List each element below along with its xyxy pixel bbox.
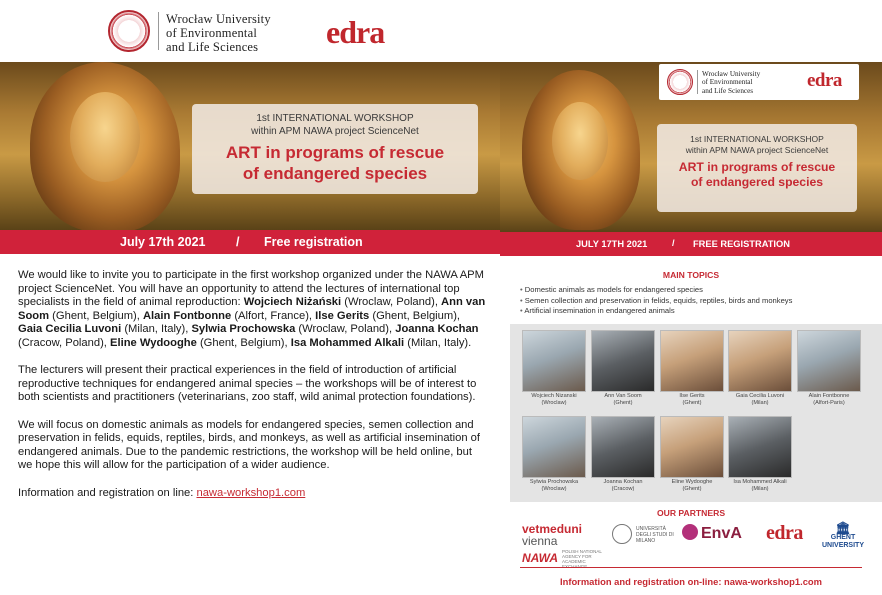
poster-title-card — [657, 124, 857, 212]
topics-paragraph: We will focus on domestic animals as models for endangered species, semen collection and preservation in felids, equids, reptiles, birds, and monkeys, as well as artificial insemination of endangered animals. Due to the pandemic restrictions, the workshop will be held online, but we hope this will allow for the participation of a wider audience. — [18, 418, 481, 472]
registration-label: Free registration — [264, 235, 363, 249]
nawa-text: NAWA — [522, 551, 558, 566]
university-seal-logo — [108, 10, 150, 52]
lecturer-place: (Milan, Italy), — [121, 323, 192, 336]
university-name — [166, 12, 316, 54]
lecturer-name: Ann van Soom — [18, 296, 486, 322]
university-name-line: and Life Sciences — [166, 40, 259, 54]
lecturer-place: (Wroclaw, Poland), — [295, 323, 396, 336]
ghent-text: UNIVERSITY — [821, 542, 864, 549]
header-divider — [697, 70, 698, 94]
speaker-name: Ilse Gerits — [679, 393, 705, 399]
university-name — [702, 70, 802, 95]
speaker-name: Alain Fontbonne — [808, 393, 850, 399]
university-name-line: of Environmental — [166, 26, 258, 40]
nawa-subtitle: POLISH NATIONAL AGENCY FOR ACADEMIC — [562, 549, 602, 564]
milano-text: UNIVERSITÀ DEGLI STUDI DI MILANO — [636, 526, 674, 544]
main-topics-heading: MAIN TOPICS — [662, 270, 720, 280]
lecturer-place: (Ghent, Belgium), — [196, 336, 291, 349]
edra-logo: edra — [807, 70, 842, 91]
university-name-line: Wrocław University — [702, 70, 761, 78]
lecturer-place: (Wroclaw, Poland), — [341, 296, 442, 309]
registration-link[interactable]: nawa-workshop1.com — [196, 486, 306, 499]
speaker-photo — [728, 416, 792, 478]
speaker-card — [797, 330, 861, 406]
speaker-city: (Cracow) — [611, 485, 635, 492]
speaker-name: Wojciech Nizanski — [531, 393, 577, 399]
vetmeduni-city: vienna — [522, 534, 558, 548]
poster-header — [659, 64, 859, 100]
lecturer-place: (Milan, Italy). — [404, 336, 472, 349]
registration-label: FREE REGISTRATION — [693, 239, 790, 249]
speaker-name: Sylwia Prochowska — [529, 479, 579, 485]
workshop-poster — [500, 62, 882, 595]
lecturer-place: (Ghent, Belgium), — [369, 309, 461, 322]
speaker-name: Joanna Kochan — [603, 479, 643, 485]
speaker-photo — [797, 330, 861, 392]
speaker-photo — [660, 330, 724, 392]
lecturer-place: (Ghent, Belgium), — [49, 309, 143, 322]
speaker-photo — [660, 416, 724, 478]
speaker-photo — [728, 330, 792, 392]
ghent-building-icon: 🏛 — [835, 521, 851, 535]
lecturer-name: Eline Wydooghe — [110, 336, 197, 349]
poster-registration-info: Information and registration on-line: nawa-workshop1.com — [559, 576, 822, 587]
speaker-name: Isa Mohammed Alkali — [733, 479, 787, 485]
nawa-logo — [522, 549, 602, 569]
speaker-card — [728, 330, 792, 406]
ghent-text: GHENT — [830, 534, 856, 541]
speaker-card — [728, 416, 792, 492]
edra-partner-logo: edra — [766, 522, 803, 544]
speaker-card — [522, 416, 586, 492]
topic-item: • Semen collection and preservation in felids, equids, reptiles, birds and monkeys — [520, 296, 870, 307]
partners-heading: OUR PARTNERS — [656, 508, 726, 518]
lecturer-name: Ilse Gerits — [315, 309, 370, 322]
speaker-city: (Milan) — [751, 399, 769, 406]
speaker-city: (Ghent) — [613, 399, 633, 406]
speaker-city: (Wroclaw) — [541, 399, 567, 406]
speakers-panel — [510, 324, 882, 502]
enva-mark-icon — [682, 524, 698, 540]
lecturer-name: Joanna Kochan — [395, 323, 479, 336]
poster-date-bar — [500, 232, 882, 256]
registration-info — [18, 487, 486, 501]
enva-text: EnvA — [701, 525, 742, 542]
invitation-paragraph — [18, 269, 486, 351]
speaker-card — [522, 330, 586, 406]
speaker-city: (Ghent) — [682, 399, 702, 406]
speaker-photo — [591, 416, 655, 478]
workshop-subtitle: 1st INTERNATIONAL WORKSHOP — [690, 134, 824, 144]
topic-item: • Domestic animals as models for endangered species — [520, 285, 870, 296]
vetmeduni-text: vetmeduni — [522, 522, 583, 536]
lecturer-name: Isa Mohammed Alkali — [290, 336, 405, 349]
lion-face — [552, 102, 608, 180]
speaker-name: Ann Van Soom — [604, 393, 642, 399]
edra-logo: edra — [326, 14, 385, 50]
workshop-title: ART in programs of rescue — [225, 143, 445, 162]
date-bar — [0, 230, 500, 254]
lion-face — [70, 92, 140, 182]
speaker-photo — [522, 416, 586, 478]
workshop-project: within APM NAWA project ScienceNet — [251, 126, 419, 137]
speaker-city: (Milan) — [751, 485, 769, 492]
topic-item: • Artificial insemination in endangered animals — [520, 306, 870, 317]
workshop-title: of endangered species — [242, 164, 428, 183]
lecturer-name: Gaia Cecilia Luvoni — [18, 323, 122, 336]
lecturer-place: (Cracow, Poland), — [18, 336, 111, 349]
separator: / — [236, 235, 240, 249]
speaker-city: (Wroclaw) — [541, 485, 567, 492]
workshop-date: July 17th 2021 — [120, 235, 206, 249]
invitation-text — [18, 269, 486, 514]
ghent-university-logo — [820, 522, 866, 550]
speaker-card — [591, 330, 655, 406]
intro-text: We would like to invite you to participate in the first workshop organized under the NAWA APM project ScienceNet. You will have an opportunity to attend the lectures of international top specialists in the field of animal reproduction: — [18, 269, 484, 309]
enva-logo — [682, 524, 742, 543]
speaker-card — [660, 416, 724, 492]
main-topics-list — [520, 285, 870, 317]
lion-banner — [0, 62, 500, 230]
milano-university-logo — [612, 524, 674, 548]
university-name-line: of Environmental — [702, 78, 753, 87]
top-header — [0, 0, 500, 62]
footer-divider — [520, 567, 862, 568]
lecturer-place: (Alfort, France), — [231, 309, 316, 322]
lecturer-name: Sylwia Prochowska — [191, 323, 296, 336]
speaker-photo — [591, 330, 655, 392]
header-divider — [158, 12, 159, 50]
workshop-subtitle: 1st INTERNATIONAL WORKSHOP — [256, 113, 414, 124]
university-name-line: Wrocław University — [166, 12, 271, 26]
lecture-description-paragraph: The lecturers will present their practical experiences in the field of introduction of artificial reproductive techniques for endangered animal species – the workshops will be of interest to both scientists and practitioners (veterinarians, zoo staff, wild animal protection foundations). — [18, 364, 477, 404]
speaker-city: (Ghent) — [682, 485, 702, 492]
poster-banner — [500, 62, 882, 232]
speaker-name: Eline Wydooghe — [671, 479, 713, 485]
vetmeduni-logo — [522, 523, 582, 547]
speaker-photo — [522, 330, 586, 392]
workshop-title: ART in programs of rescue — [678, 160, 836, 174]
milano-seal-icon — [612, 524, 632, 544]
registration-prefix: Information and registration on line: — [18, 486, 197, 499]
speaker-city: (Alfort-Paris) — [813, 399, 845, 406]
workshop-title: of endangered species — [690, 175, 824, 189]
workshop-date: JULY 17TH 2021 — [576, 239, 648, 249]
lecturer-name: Alain Fontbonne — [142, 309, 232, 322]
university-name-line: and Life Sciences — [702, 86, 754, 95]
speaker-card — [660, 330, 724, 406]
university-seal-logo — [667, 69, 693, 95]
separator: / — [672, 238, 675, 248]
workshop-project: within APM NAWA project ScienceNet — [685, 145, 829, 155]
lecturer-name: Wojciech Niżański — [243, 296, 342, 309]
speaker-name: Gaia Cecilia Luvoni — [735, 393, 785, 399]
workshop-title-card — [192, 104, 478, 194]
speaker-card — [591, 416, 655, 492]
